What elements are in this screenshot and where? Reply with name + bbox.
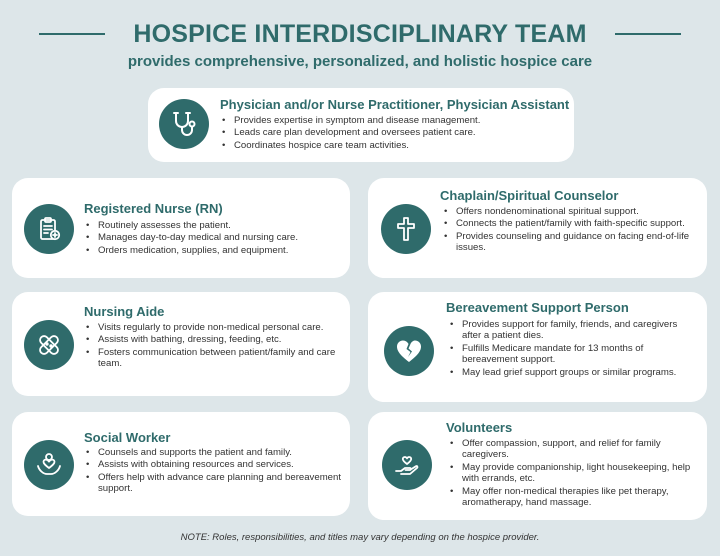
card-list [448, 319, 696, 379]
list-item: • Provides support for family, friends, and caregivers after a patient dies. [448, 319, 696, 342]
broken-heart-icon [384, 326, 434, 376]
list-item: • May offer non-medical therapies like pet therapy, aromatherapy, hand massage. [448, 486, 698, 509]
card-title: Registered Nurse (RN) [84, 201, 223, 216]
bandage-icon [24, 320, 74, 370]
heart-hands-icon [24, 440, 74, 490]
list-item: • Leads care plan development and oversees patient care. [220, 127, 560, 138]
list-item: • May lead grief support groups or similar programs. [448, 367, 696, 378]
card-list [84, 447, 346, 496]
card-social-worker [12, 412, 350, 516]
list-item: • Offers nondenominational spiritual support. [442, 206, 697, 217]
list-item: • Assists with obtaining resources and services. [84, 459, 346, 470]
card-list [84, 220, 339, 257]
list-item: • Connects the patient/family with faith-specific support. [442, 218, 697, 229]
title-row [0, 14, 720, 54]
card-chaplain [368, 178, 707, 278]
list-item: • Assists with bathing, dressing, feeding, etc. [84, 334, 342, 345]
card-bereavement [368, 292, 707, 402]
title-line-left [39, 33, 105, 35]
card-title: Nursing Aide [84, 304, 165, 319]
card-physician [148, 88, 574, 162]
list-item: • Fulfills Medicare mandate for 13 months of bereavement support. [448, 343, 696, 366]
list-item: • May provide companionship, light housekeeping, help with errands, etc. [448, 462, 698, 485]
card-list [220, 115, 560, 152]
list-item: • Offers help with advance care planning and bereavement support. [84, 472, 346, 495]
list-item: • Provides expertise in symptom and disease management. [220, 115, 560, 126]
list-item: • Provides counseling and guidance on facing end-of-life issues. [442, 231, 697, 254]
card-list [448, 438, 698, 509]
card-list [84, 322, 342, 371]
card-title: Bereavement Support Person [446, 300, 629, 315]
page-subtitle: provides comprehensive, personalized, and holistic hospice care [127, 53, 593, 70]
card-registered-nurse [12, 178, 350, 278]
card-title: Volunteers [446, 420, 513, 435]
card-title: Social Worker [84, 430, 171, 445]
cross-icon [381, 204, 431, 254]
card-list [442, 206, 697, 255]
list-item: • Routinely assesses the patient. [84, 220, 339, 231]
card-volunteers [368, 412, 707, 520]
page-title: HOSPICE INTERDISCIPLINARY TEAM [133, 19, 587, 48]
stethoscope-icon [159, 99, 209, 149]
list-item: • Orders medication, supplies, and equipment. [84, 245, 339, 256]
card-nursing-aide [12, 292, 350, 396]
title-line-right [615, 33, 681, 35]
list-item: • Coordinates hospice care team activities. [220, 140, 560, 151]
list-item: • Visits regularly to provide non-medical personal care. [84, 322, 342, 333]
list-item: • Fosters communication between patient/family and care team. [84, 347, 342, 370]
card-title: Chaplain/Spiritual Counselor [440, 188, 619, 203]
list-item: • Counsels and supports the patient and family. [84, 447, 346, 458]
footnote: NOTE: Roles, responsibilities, and titles may vary depending on the hospice provider. [180, 532, 540, 543]
hand-heart-icon [382, 440, 432, 490]
list-item: • Offer compassion, support, and relief for family caregivers. [448, 438, 698, 461]
list-item: • Manages day-to-day medical and nursing care. [84, 232, 339, 243]
clipboard-icon [24, 204, 74, 254]
card-title: Physician and/or Nurse Practitioner, Physician Assistant [220, 97, 570, 112]
